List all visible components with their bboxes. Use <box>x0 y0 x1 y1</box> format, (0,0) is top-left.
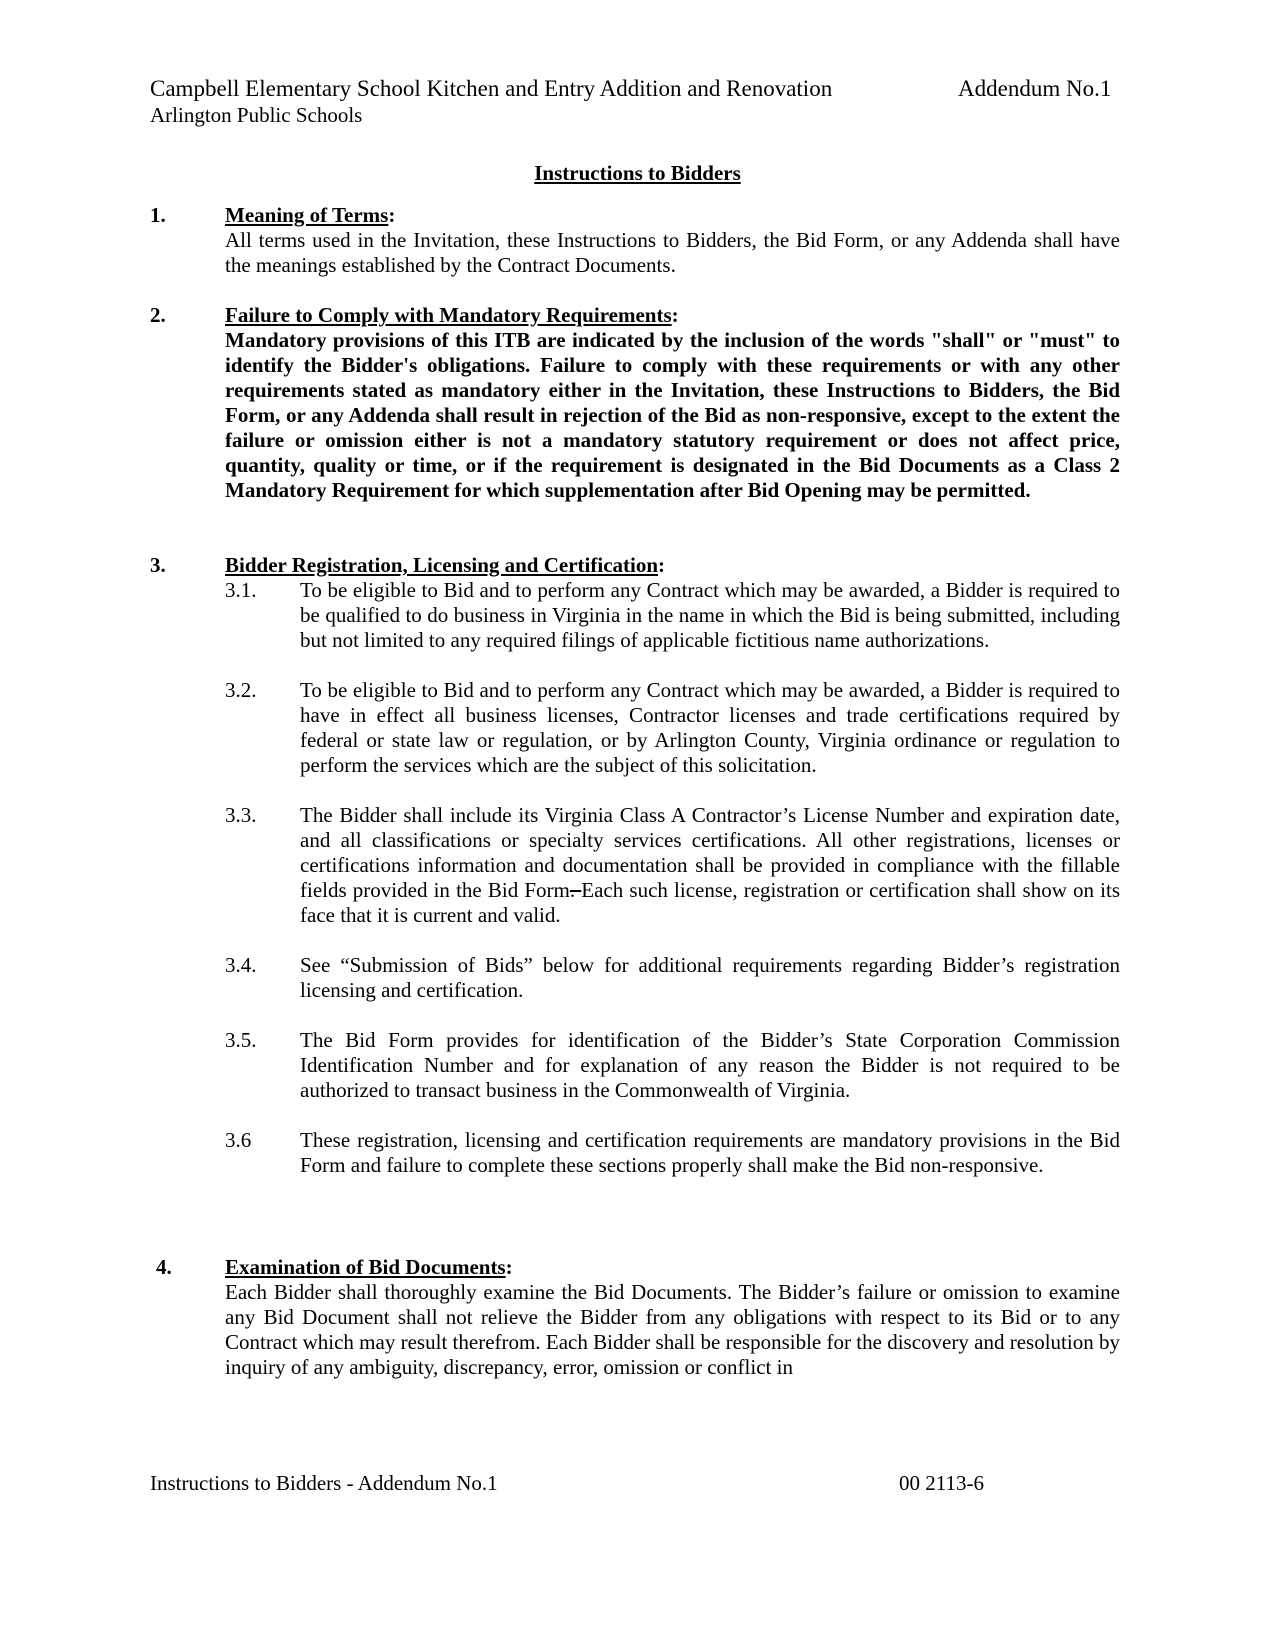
section-heading-text: Meaning of Terms <box>225 203 389 227</box>
section-heading-text: Failure to Comply with Mandatory Requirements <box>225 303 672 327</box>
subsection-3-5 <box>225 1028 1120 1103</box>
subsection-text: See “Submission of Bids” below for additional requirements regarding Bidder’s registration licensing and certification. <box>300 953 1120 1002</box>
section-number: 1. <box>150 203 166 227</box>
subsection-3-4 <box>225 953 1120 1003</box>
heading-colon: : <box>388 203 396 227</box>
subsection-3-2 <box>225 678 1120 778</box>
heading-colon: : <box>505 1255 513 1279</box>
section-heading <box>225 303 1120 328</box>
header-addendum: Addendum No.1 <box>958 76 1112 101</box>
subsection-number: 3.2. <box>225 678 257 702</box>
section-3 <box>150 553 1120 1178</box>
document-title: Instructions to Bidders <box>534 161 741 185</box>
section-heading-text: Examination of Bid Documents <box>225 1255 506 1279</box>
subsection-text: To be eligible to Bid and to perform any Contract which may be awarded, a Bidder is required to be qualified to do business in Virginia in the name in which the Bid is being submitted, including but not limited to any required filings of applicable fictitious name authorizations. <box>300 578 1120 652</box>
subsection-number: 3.4. <box>225 953 257 977</box>
section-number: 2. <box>150 303 166 327</box>
section-2 <box>150 303 1120 503</box>
header-project-title: Campbell Elementary School Kitchen and Entry Addition and Renovation <box>150 76 833 101</box>
header-owner: Arlington Public Schools <box>150 103 363 127</box>
subsection-3-3 <box>225 803 1120 928</box>
heading-colon: : <box>658 553 666 577</box>
section-number: 4. <box>156 1255 172 1279</box>
subsection-number: 3.5. <box>225 1028 257 1052</box>
subsection-text: To be eligible to Bid and to perform any Contract which may be awarded, a Bidder is required to have in effect all business licenses, Contractor licenses and trade certifications required by federal or state law or regulation, or by Arlington County, Virginia ordinance or regulation to perform the services which are the subject of this solicitation. <box>300 678 1120 777</box>
section-1 <box>150 203 1120 278</box>
subsection-text: These registration, licensing and certification requirements are mandatory provisions in the Bid Form and failure to complete these sections properly shall make the Bid non-responsive. <box>300 1128 1120 1177</box>
subsection-number: 3.3. <box>225 803 257 827</box>
section-body: Each Bidder shall thoroughly examine the Bid Documents. The Bidder’s failure or omission to examine any Bid Document shall not relieve the Bidder from any obligations with respect to its Bid or to any Contract which may result therefrom. Each Bidder shall be responsible for the discovery and resolution by inquiry of any ambiguity, discrepancy, error, omission or conflict in <box>225 1280 1120 1379</box>
section-heading <box>225 203 1120 228</box>
subsection-text: The Bid Form provides for identification of the Bidder’s State Corporation Commission Identification Number and for explanation of any reason the Bidder is not required to be authorized to transact business in the Commonwealth of Virginia. <box>300 1028 1120 1102</box>
footer-document-name: Instructions to Bidders - Addendum No.1 <box>150 1471 498 1495</box>
section-body: Mandatory provisions of this ITB are indicated by the inclusion of the words "shall" or "must" to identify the Bidder's obligations. Failure to comply with these requirements or with any other requirements stated as mandatory either in the Invitation, these Instructions to Bidders, the Bid Form, or any Addenda shall result in rejection of the Bid as non-responsive, except to the extent the failure or omission either is not a mandatory statutory requirement or does not affect price, quantity, quality or time, or if the requirement is designated in the Bid Documents as a Class 2 Mandatory Requirement for which supplementation after Bid Opening may be permitted. <box>225 328 1120 502</box>
subsection-number: 3.1. <box>225 578 257 602</box>
section-number: 3. <box>150 553 166 577</box>
heading-colon: : <box>671 303 679 327</box>
section-heading <box>225 553 1120 578</box>
footer-page-number: 00 2113-6 <box>899 1471 984 1495</box>
subsection-text <box>300 803 1120 928</box>
section-heading-text: Bidder Registration, Licensing and Certification <box>225 553 659 577</box>
subsection-text-part-a: The Bidder shall include its Virginia Class A Contractor’s License Number and expiration date, and all classifications or specialty services certifications. All other registrations, licenses or certifications information and documentation shall be provided in compliance with the fillable fields provided in the Bid Form <box>300 803 1120 902</box>
subsection-3-1 <box>225 578 1120 653</box>
section-heading <box>225 1255 1120 1280</box>
struck-text: . <box>569 878 582 902</box>
section-body: All terms used in the Invitation, these Instructions to Bidders, the Bid Form, or any Addenda shall have the meanings established by the Contract Documents. <box>225 228 1120 277</box>
subsection-3-6 <box>225 1128 1120 1178</box>
subsection-number: 3.6 <box>225 1128 252 1152</box>
section-4 <box>150 1255 1120 1380</box>
subsection-text-part-b: Each such license, registration or certification shall show on its face that it is current and valid. <box>300 878 1121 927</box>
